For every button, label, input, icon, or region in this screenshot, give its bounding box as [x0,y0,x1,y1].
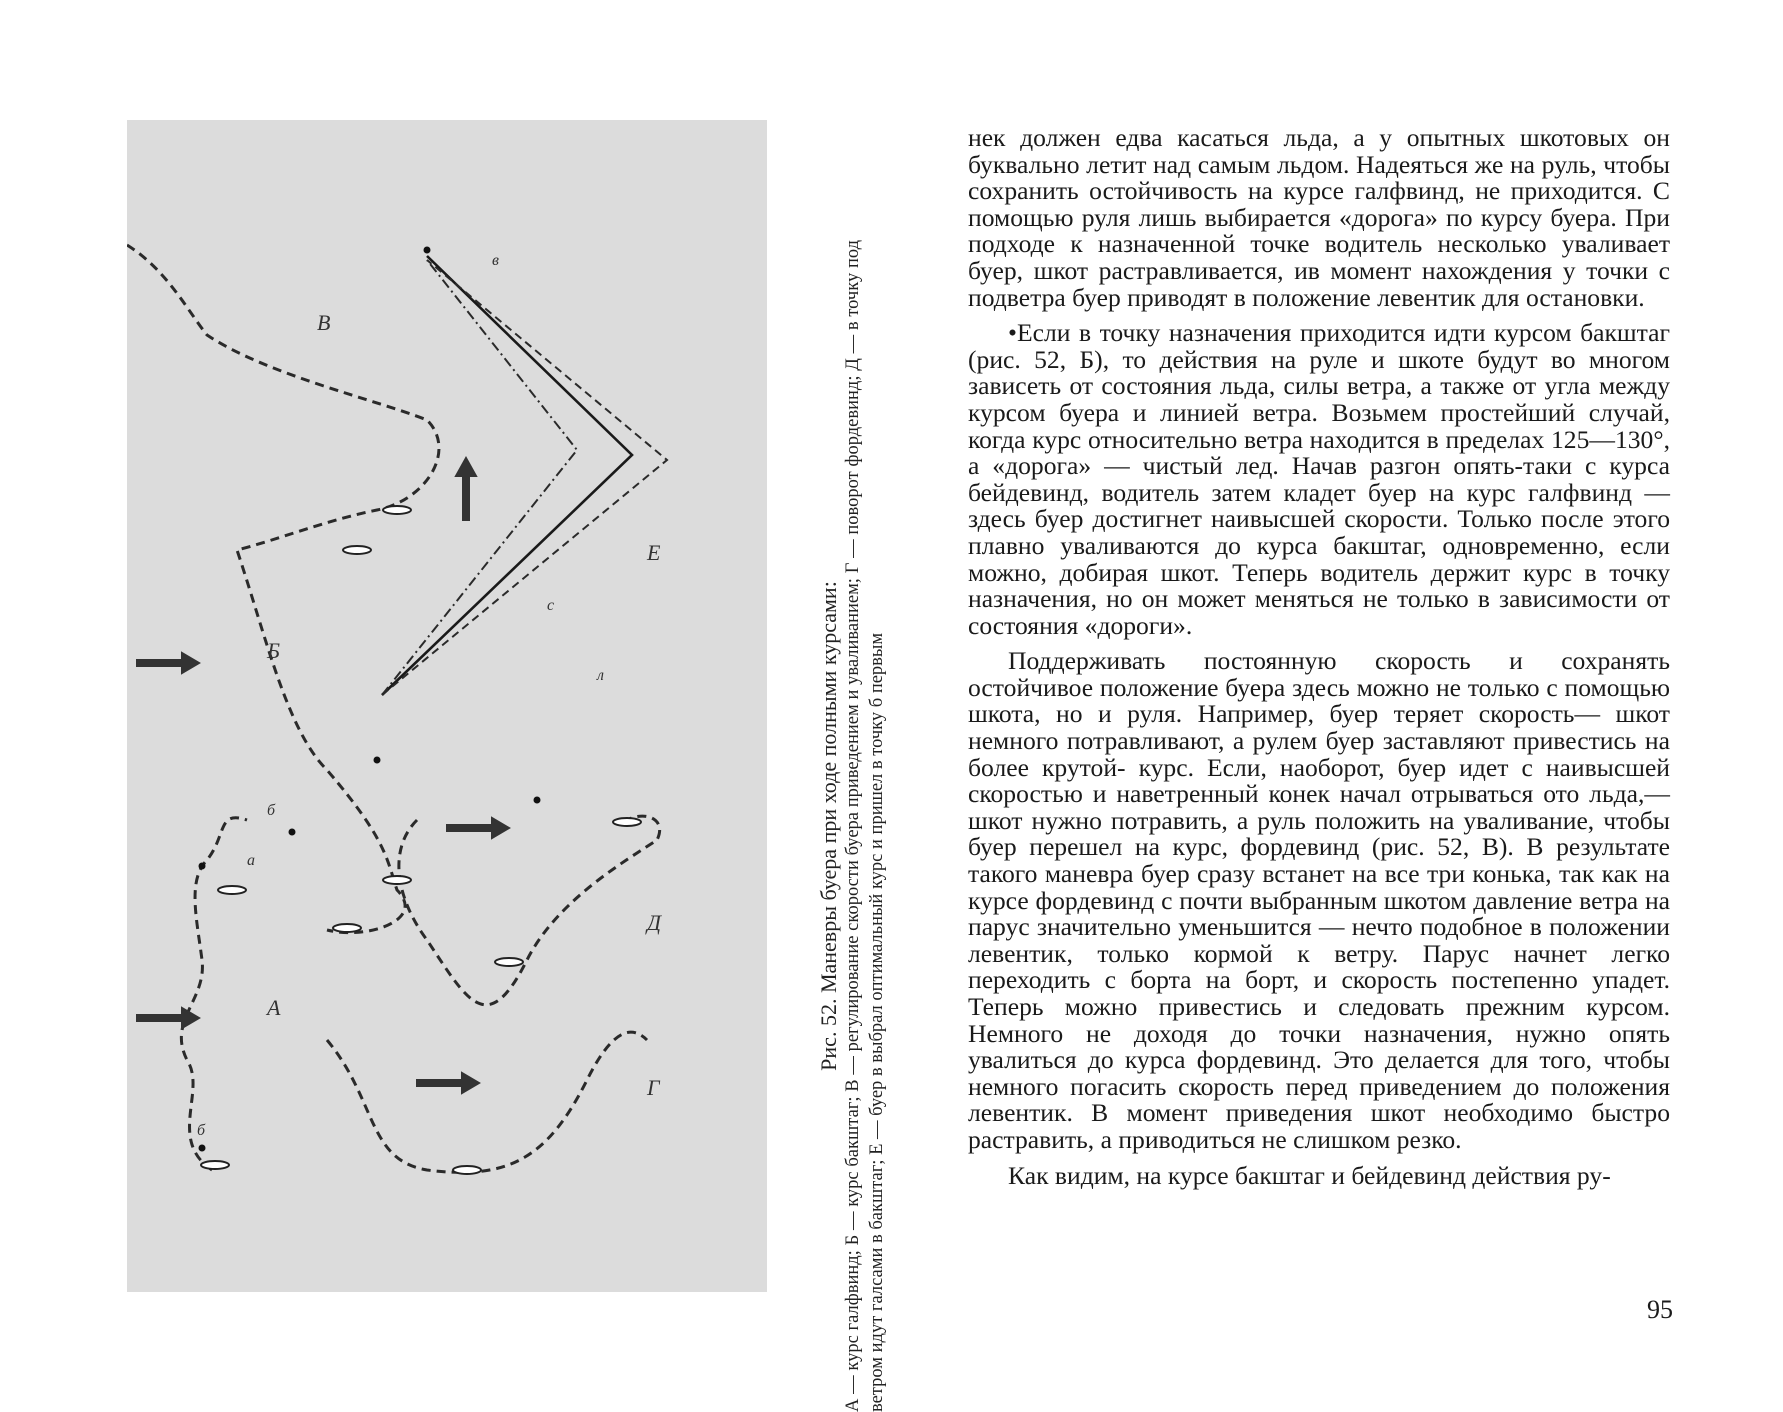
boat-icon [343,546,371,554]
label-A: А [267,995,281,1020]
label-l: л [597,667,604,684]
point-marker [424,247,431,254]
label-V: В [317,310,331,335]
wind-arrow-icon [417,1073,479,1093]
boat-icon [613,818,641,826]
boat-icon [383,506,411,514]
point-marker [199,1145,206,1152]
boat-icon [201,1161,229,1169]
path-E-c [382,260,577,695]
label-a: а [247,852,255,869]
path-A [181,818,247,1170]
path-D [399,816,660,1005]
point-marker [289,829,296,836]
maneuver-diagram [127,120,767,1292]
figure-caption [817,240,891,1412]
figure-52 [127,120,887,1412]
label-b: б [197,1122,206,1139]
paragraph-4: Как видим, на курсе бакштаг и бейдевинд действия ру- [1008,1160,1611,1190]
path-B [127,245,439,933]
boat-icon [383,876,411,884]
body-text [968,125,1670,1189]
paragraph-3: Поддерживать постоянную скорость и сохранять остойчивое положение буера здесь можно не только с помощью шкота, но и руля. Например, буер теряет скорость— шкот немного потравливают, а рулем буер заставляют привестись на более крутой- курс. Если, наоборот, буер идет с наивысшей скоростью и наветренный конек начал отрываться ото льда,— шкот нужно потравить, а руль положить на уваливание, чтобы буер перешел на курс, фордевинд (рис. 52, В). В результате такого маневра буер сразу встанет на все три конька, так как на курсе фордевинд с почти выбранным шкотом давление ветра на парус значительно уменьшится — нечто подобное в положении левентик, только кормой к ветру. Парус начнет легко переходить с борта на борт, и скорость постепенно упадет. Теперь можно привестись и следовать прежним курсом. Немного не доходя до точки назначения, нужно опять увалиться до курса фордевинд. Это делается для того, чтобы немного погасить скорость перед приведением до положения левентик. В момент приведения шкот необходимо быстро растравить, а приводиться не слишком резко. [968,646,1670,1154]
label-c: с [547,597,555,614]
path-G [327,1032,647,1172]
boat-icon [495,958,523,966]
boat-icon [218,886,246,894]
label-G: Г [647,1075,660,1100]
page-number: 95 [1647,1295,1673,1324]
figure-caption-body: А — курс галфвинд; Б — курс бакштаг; В — регулирование скорости буера приведением и уваливанием; Г — поворот фордевинд; Д — в точку под ветром идут галсами в бакштаг; Е — буер в выбрал оптимальный курс и пришел в точку б первым [843,240,887,1412]
label-E: Е [647,540,661,565]
paragraph-1: нек должен едва касаться льда, а у опытных шкотовых он буквально летит над самым льдом. Надеяться же на руль, чтобы сохранить остойчивость на курсе галфвинд, не приходится. С помощью руля лишь выбирается «дорога» по курсу буера. При подходе к назначенной точке водитель несколько уваливает буер, шкот растравливается, ив момент нахождения у точки с подветра буер приводят в положение левентик для остановки. [968,123,1670,312]
wind-arrow-icon [447,818,509,838]
paragraph-2: •Если в точку назначения приходится идти курсом бакштаг (рис. 52, Б), то действия на руле и шкоте будут во многом зависеть от состояния льда, силы ветра, а также от угла между курсом буера и линией ветра. Возьмем простейший случай, когда курс относительно ветра находится в пределах 125—130°, а «дорога» — чистый лед. Начав разгон опять-таки с курса бейдевинд, водитель затем кладет буер на курс галфвинд — здесь буер достигнет наивысшей скорости. Только после этого плавно уваливаются до курса бакштаг, одновременно, если можно, добирая шкот. Теперь водитель держит курс в точку назначения, но он может меняться не только в зависимости от состояния «дороги». [968,318,1670,640]
path-E-a [382,260,667,695]
label-B: Б [267,638,280,663]
path-E-optimal [382,256,632,695]
point-marker [199,863,206,870]
wind-arrow-icon [456,458,476,520]
point-marker [534,797,541,804]
figure-caption-title: Рис. 52. Маневры буера при ходе полными курсами: [816,581,841,1071]
point-marker [374,757,381,764]
boat-icon [333,924,361,932]
label-D: Д [647,910,661,935]
label-b2: б [267,802,276,819]
label-v: в [492,252,499,269]
boat-icon [453,1166,481,1174]
wind-arrow-icon [137,653,199,673]
